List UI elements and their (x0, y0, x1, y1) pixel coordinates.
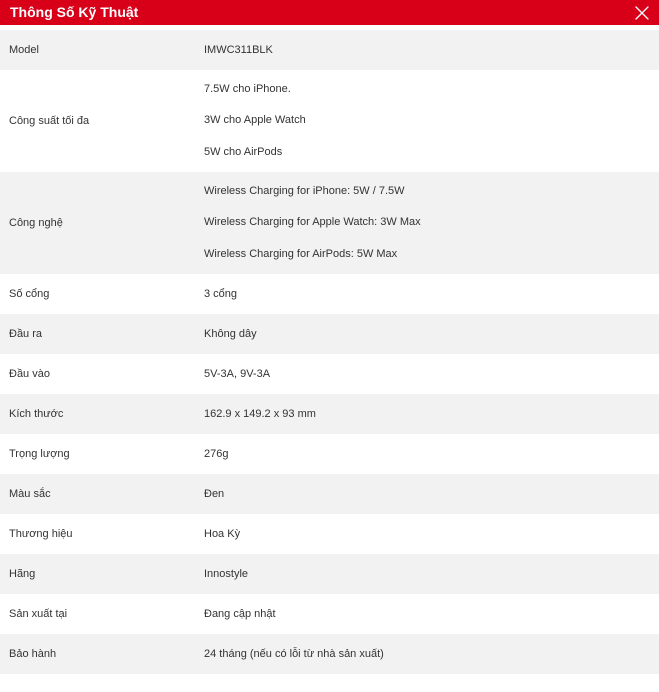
spec-value (195, 408, 659, 420)
spec-value (195, 568, 659, 580)
spec-label: Số cổng (9, 288, 50, 300)
spec-row (0, 474, 659, 514)
spec-value (195, 328, 659, 340)
spec-value-line: Wireless Charging for iPhone: 5W / 7.5W (204, 184, 405, 197)
spec-row (0, 594, 659, 634)
spec-value (195, 488, 659, 500)
spec-row (0, 172, 659, 274)
spec-row (0, 70, 659, 172)
close-icon (635, 6, 649, 20)
spec-value-line: Innostyle (204, 568, 249, 580)
spec-value-line: 5V-3A, 9V-3A (204, 368, 271, 380)
spec-value-line: 276g (204, 448, 229, 460)
spec-value (195, 74, 659, 169)
spec-row (0, 354, 659, 394)
spec-row (0, 314, 659, 354)
spec-label: Đầu ra (9, 328, 43, 340)
spec-value (195, 288, 659, 300)
spec-value (195, 176, 659, 271)
spec-row (0, 554, 659, 594)
spec-row (0, 514, 659, 554)
spec-value (195, 608, 659, 620)
modal-title: Thông Số Kỹ Thuật (10, 4, 139, 20)
spec-label: Đầu vào (9, 368, 50, 380)
spec-value (195, 648, 659, 660)
spec-value-line: Không dây (204, 328, 257, 340)
spec-value-line: 5W cho AirPods (204, 145, 283, 158)
spec-label: Sản xuất tại (9, 608, 68, 620)
spec-value (195, 368, 659, 380)
modal-header (0, 0, 659, 25)
spec-row (0, 30, 659, 70)
spec-value (195, 448, 659, 460)
spec-value-line: Đen (204, 488, 225, 500)
spec-value-line: Hoa Kỳ (204, 528, 241, 540)
spec-row (0, 274, 659, 314)
spec-row (0, 634, 659, 674)
spec-row (0, 434, 659, 474)
spec-label: Công nghệ (9, 217, 63, 229)
spec-row (0, 394, 659, 434)
spec-value-line: 3 cổng (204, 288, 238, 300)
spec-label: Kích thước (9, 408, 64, 420)
spec-table (0, 30, 659, 674)
spec-label: Thương hiệu (9, 528, 73, 540)
spec-label: Model (9, 44, 39, 56)
spec-value-line: 7.5W cho iPhone. (204, 82, 291, 95)
spec-value-line: 162.9 x 149.2 x 93 mm (204, 408, 316, 420)
spec-label: Hãng (9, 568, 36, 580)
spec-label: Bảo hành (9, 648, 57, 660)
spec-label: Màu sắc (9, 488, 51, 500)
spec-label: Trọng lượng (9, 448, 70, 460)
close-button[interactable] (633, 4, 651, 22)
spec-value-line: 24 tháng (nếu có lỗi từ nhà sản xuất) (204, 648, 384, 660)
spec-value-line: Wireless Charging for AirPods: 5W Max (204, 247, 398, 260)
spec-value-line: IMWC311BLK (204, 44, 273, 56)
spec-value (195, 528, 659, 540)
spec-value-line: 3W cho Apple Watch (204, 114, 306, 127)
spec-value-line: Đang cập nhật (204, 608, 276, 620)
spec-label: Công suất tối đa (9, 115, 90, 127)
spec-value (195, 44, 659, 56)
spec-value-line: Wireless Charging for Apple Watch: 3W Max (204, 216, 421, 229)
